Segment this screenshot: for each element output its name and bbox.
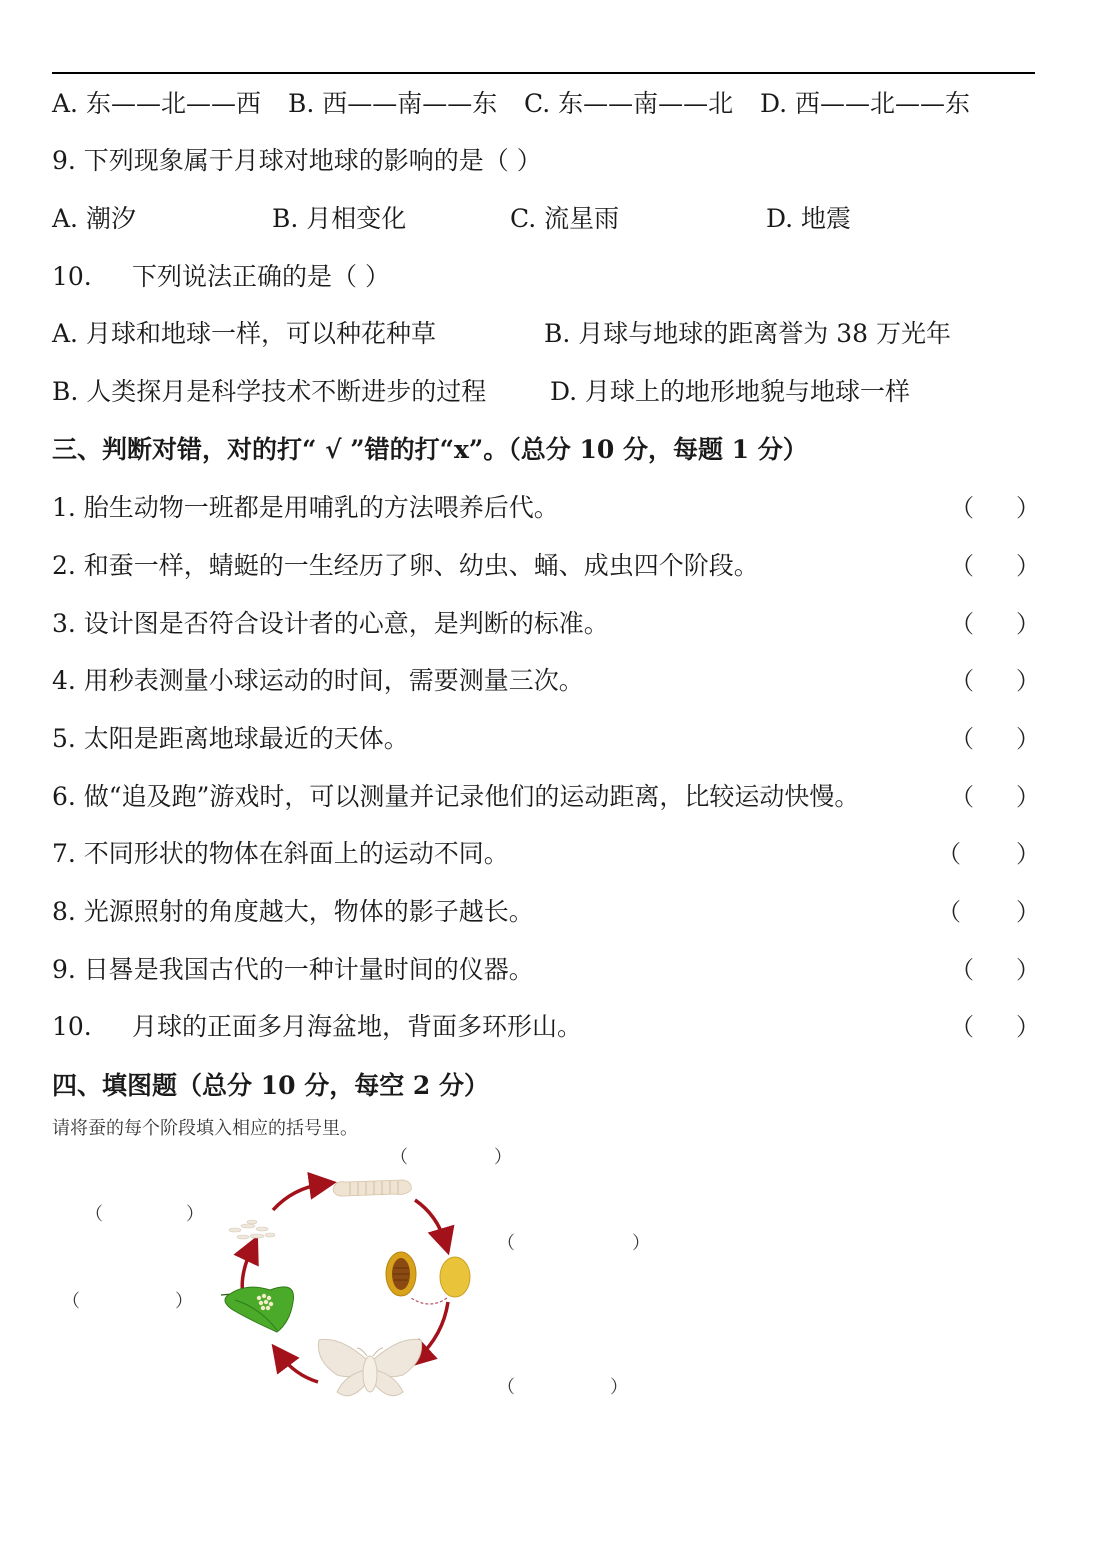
judge-item-3: 3. 设计图是否符合设计者的心意，是判断的标准。 (52, 609, 609, 638)
answer-paren-open[interactable]: （ (950, 494, 974, 522)
q8-option-c: C. 东——南——北 (524, 89, 734, 118)
blank-young-larva-open[interactable]: （ (85, 1204, 103, 1225)
judge-item-7: 7. 不同形状的物体在斜面上的运动不同。 (52, 839, 509, 868)
blank-adult-close: ） (610, 1377, 628, 1398)
dashed-arrow-icon (411, 1298, 447, 1304)
answer-paren-open[interactable]: （ (950, 783, 974, 811)
judge-item-1: 1. 胎生动物一班都是用哺乳的方法喂养后代。 (52, 493, 559, 522)
judge-item-4: 4. 用秒表测量小球运动的时间，需要测量三次。 (52, 666, 584, 695)
blank-young-larva-close: ） (186, 1204, 204, 1225)
answer-paren-close: ） (1016, 956, 1040, 984)
q9-option-b: B. 月相变化 (272, 204, 407, 233)
blank-adult-open[interactable]: （ (497, 1377, 515, 1398)
answer-paren-close: ） (1016, 725, 1040, 753)
answer-paren-close: ） (1016, 1013, 1040, 1041)
answer-paren-open[interactable]: （ (950, 610, 974, 638)
answer-paren-open[interactable]: （ (950, 667, 974, 695)
q8-option-d: D. 西——北——东 (760, 89, 971, 118)
answer-paren-open[interactable]: （ (937, 898, 961, 926)
moth-icon (318, 1339, 421, 1395)
section4-instruction: 请将蚕的每个阶段填入相应的括号里。 (52, 1118, 358, 1139)
answer-paren-close: ） (1016, 667, 1040, 695)
top-rule (52, 72, 1035, 74)
answer-paren-close: ） (1016, 494, 1040, 522)
q10-option-b: B. 月球与地球的距离誉为 38 万光年 (544, 319, 951, 348)
q10-option-a: A. 月球和地球一样，可以种花种草 (52, 319, 436, 348)
q10-number: 10. (52, 262, 92, 291)
q8-option-a: A. 东——北——西 (52, 89, 261, 118)
answer-paren-close: ） (1016, 610, 1040, 638)
judge-item-5: 5. 太阳是距离地球最近的天体。 (52, 724, 409, 753)
judge-item-10: 月球的正面多月海盆地，背面多环形山。 (132, 1012, 583, 1041)
blank-larva-close: ） (494, 1147, 512, 1168)
judge-item-10-number: 10. (52, 1012, 92, 1041)
answer-paren-close: ） (1016, 783, 1040, 811)
q10-option-c: B. 人类探月是科学技术不断进步的过程 (52, 377, 487, 406)
q9-option-c: C. 流星雨 (510, 204, 620, 233)
answer-paren-close: ） (1016, 552, 1040, 580)
leaf-with-eggs-icon (221, 1287, 294, 1332)
judge-item-6: 6. 做“追及跑”游戏时，可以测量并记录他们的运动距离，比较运动快慢。 (52, 782, 860, 811)
young-larvae-icon (229, 1220, 275, 1239)
blank-egg-close: ） (175, 1291, 193, 1312)
answer-paren-open[interactable]: （ (950, 956, 974, 984)
judge-item-9: 9. 日晷是我国古代的一种计量时间的仪器。 (52, 955, 534, 984)
blank-pupa-open[interactable]: （ (497, 1233, 515, 1254)
cocoon-icon (440, 1257, 470, 1297)
section4-title: 四、填图题（总分 10 分，每空 2 分） (52, 1071, 490, 1100)
pupa-in-cocoon-icon (386, 1252, 416, 1296)
q9-option-a: A. 潮汐 (52, 204, 136, 233)
silkworm-life-cycle-diagram (215, 1170, 485, 1400)
q8-option-b: B. 西——南——东 (288, 89, 498, 118)
answer-paren-close: ） (1016, 840, 1040, 868)
blank-larva-open[interactable]: （ (390, 1147, 408, 1168)
q9-stem: 9. 下列现象属于月球对地球的影响的是（ ） (52, 146, 542, 175)
answer-paren-open[interactable]: （ (950, 725, 974, 753)
answer-paren-open[interactable]: （ (937, 840, 961, 868)
judge-item-8: 8. 光源照射的角度越大，物体的影子越长。 (52, 897, 534, 926)
answer-paren-open[interactable]: （ (950, 1013, 974, 1041)
answer-paren-open[interactable]: （ (950, 552, 974, 580)
larva-icon (333, 1180, 411, 1196)
q10-option-d: D. 月球上的地形地貌与地球一样 (550, 377, 911, 406)
blank-egg-open[interactable]: （ (62, 1291, 80, 1312)
blank-pupa-close: ） (632, 1233, 650, 1254)
q9-option-d: D. 地震 (766, 204, 852, 233)
section3-title: 三、判断对错，对的打“ √ ”错的打“x”。（总分 10 分，每题 1 分） (52, 435, 808, 464)
answer-paren-close: ） (1016, 898, 1040, 926)
q10-stem: 下列说法正确的是（ ） (132, 262, 390, 291)
judge-item-2: 2. 和蚕一样，蜻蜓的一生经历了卵、幼虫、蛹、成虫四个阶段。 (52, 551, 759, 580)
